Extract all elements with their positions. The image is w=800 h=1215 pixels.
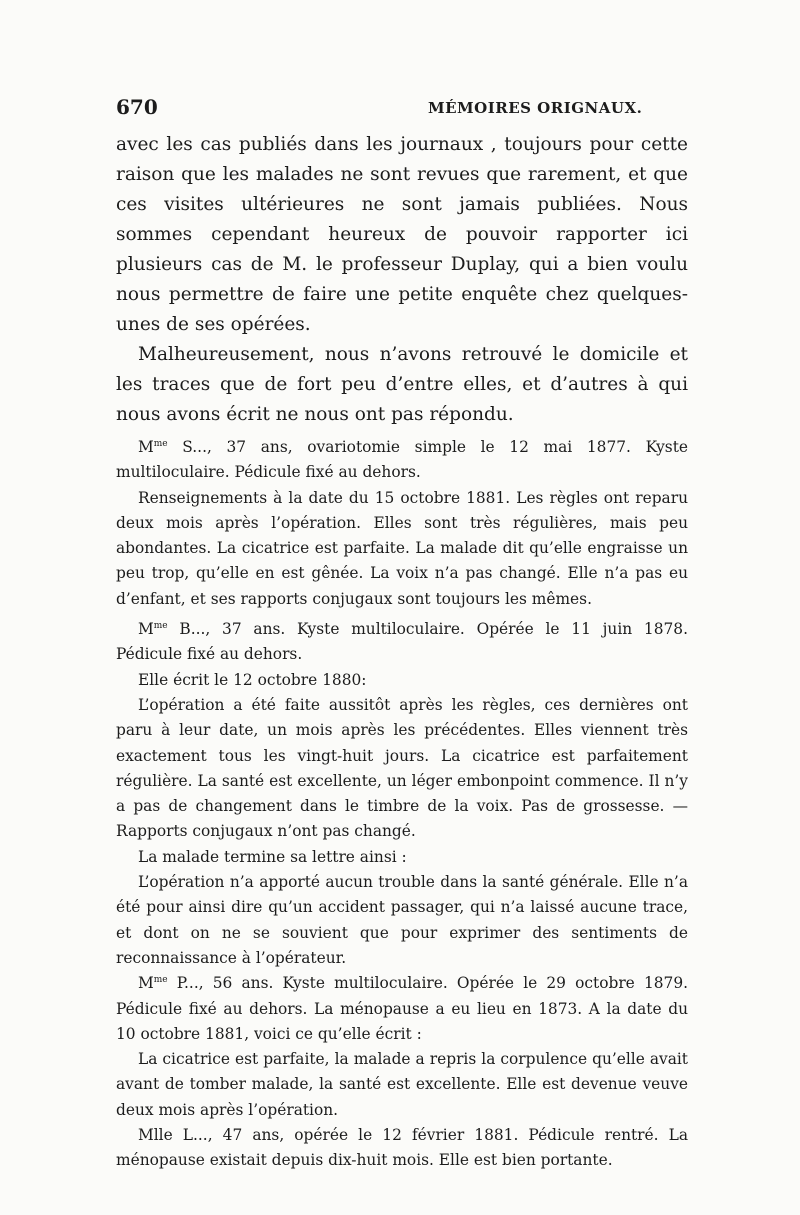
intro-paragraph-1: avec les cas publiés dans les journaux , toujours pour cette raison que les malades ne sont revues que rarement, et que ces visites ultérieures ne sont jamais publiées. Nous sommes cependant heureux de pouvoir rapporter ici plusieurs cas de M. le professeur Duplay, qui a bien voulu nous permettre de faire une petite enquête chez quelques-unes de ses opérées.: [116, 134, 688, 335]
case-3-report: La cicatrice est parfaite, la malade a repris la corpulence qu’elle avait avant de tomber malade, la santé est excellente. Elle est devenue veuve deux mois après l’opération.: [116, 1050, 688, 1119]
case-2-closing-intro: La malade termine sa lettre ainsi :: [138, 847, 407, 866]
case-1-report: Renseignements à la date du 15 octobre 1881. Les règles ont reparu deux mois après l’opération. Elles sont très régulières, mais peu abondantes. La cicatrice est parfaite. La malade dit qu’elle engraisse un peu trop, qu’elle en est gênée. La voix n’a pas changé. Elle n’a pas eu d’enfant, et ses rapports conjugaux sont toujours les mêmes.: [116, 488, 688, 608]
case-4-paragraph: Mlle L..., 47 ans, opérée le 12 février 1881. Pédicule rentré. La ménopause existait depuis dix-huit mois. Elle est bien portante.: [116, 1126, 688, 1170]
case-reports: [116, 435, 688, 1174]
case-2-prefix: M: [138, 620, 154, 639]
intro-section: [116, 130, 688, 430]
case-2-closing-quote: L’opération n’a apporté aucun trouble dans la santé générale. Elle n’a été pour ainsi dire qu’un accident passager, qui n’a laissé aucune trace, et dont on ne se souvient que pour exprimer des sentiments de reconnaissance à l’opérateur.: [116, 873, 688, 967]
page-number: 670: [116, 95, 158, 119]
case-1-sup: me: [153, 439, 168, 449]
case-1-header: [116, 435, 688, 486]
page-body: [116, 130, 688, 1174]
case-2-report: L’opération a été faite aussitôt après les règles, ces dernières ont paru à leur date, un mois après les précédentes. Elles viennent très exactement tous les vingt-huit jours. La cicatrice est parfaitement régulière. La santé est excellente, un léger embonpoint commence. Il n’y a pas de changement dans le timbre de la voix. Pas de grossesse. — Rapports conjugaux n’ont pas changé.: [116, 695, 688, 841]
case-2-intro: B..., 37 ans. Kyste multiloculaire. Opérée le 11 juin 1878. Pédicule fixé au dehors.: [116, 620, 688, 664]
case-2-header: [116, 617, 688, 668]
case-2-letter-date: Elle écrit le 12 octobre 1880:: [138, 670, 367, 689]
intro-paragraph-2: Malheureusement, nous n’avons retrouvé le domicile et les traces que de fort peu d’entre elles, et d’autres à qui nous avons écrit ne nous ont pas répondu.: [116, 344, 688, 425]
case-2-sup: me: [153, 621, 168, 632]
case-3-header: [116, 971, 688, 1047]
page-header: [116, 95, 696, 127]
case-3-sup: me: [153, 975, 168, 986]
case-1-intro: S..., 37 ans, ovariotomie simple le 12 mai 1877. Kyste multiloculaire. Pédicule fixé au dehors.: [116, 438, 688, 482]
case-1-prefix: M: [138, 438, 154, 456]
case-3-prefix: M: [138, 974, 154, 993]
case-3-intro: P..., 56 ans. Kyste multiloculaire. Opérée le 29 octobre 1879. Pédicule fixé au dehors. La ménopause a eu lieu en 1873. A la date du 10 octobre 1881, voici ce qu’elle écrit :: [116, 974, 688, 1043]
running-title: MÉMOIRES ORIGNAUX.: [428, 99, 643, 117]
